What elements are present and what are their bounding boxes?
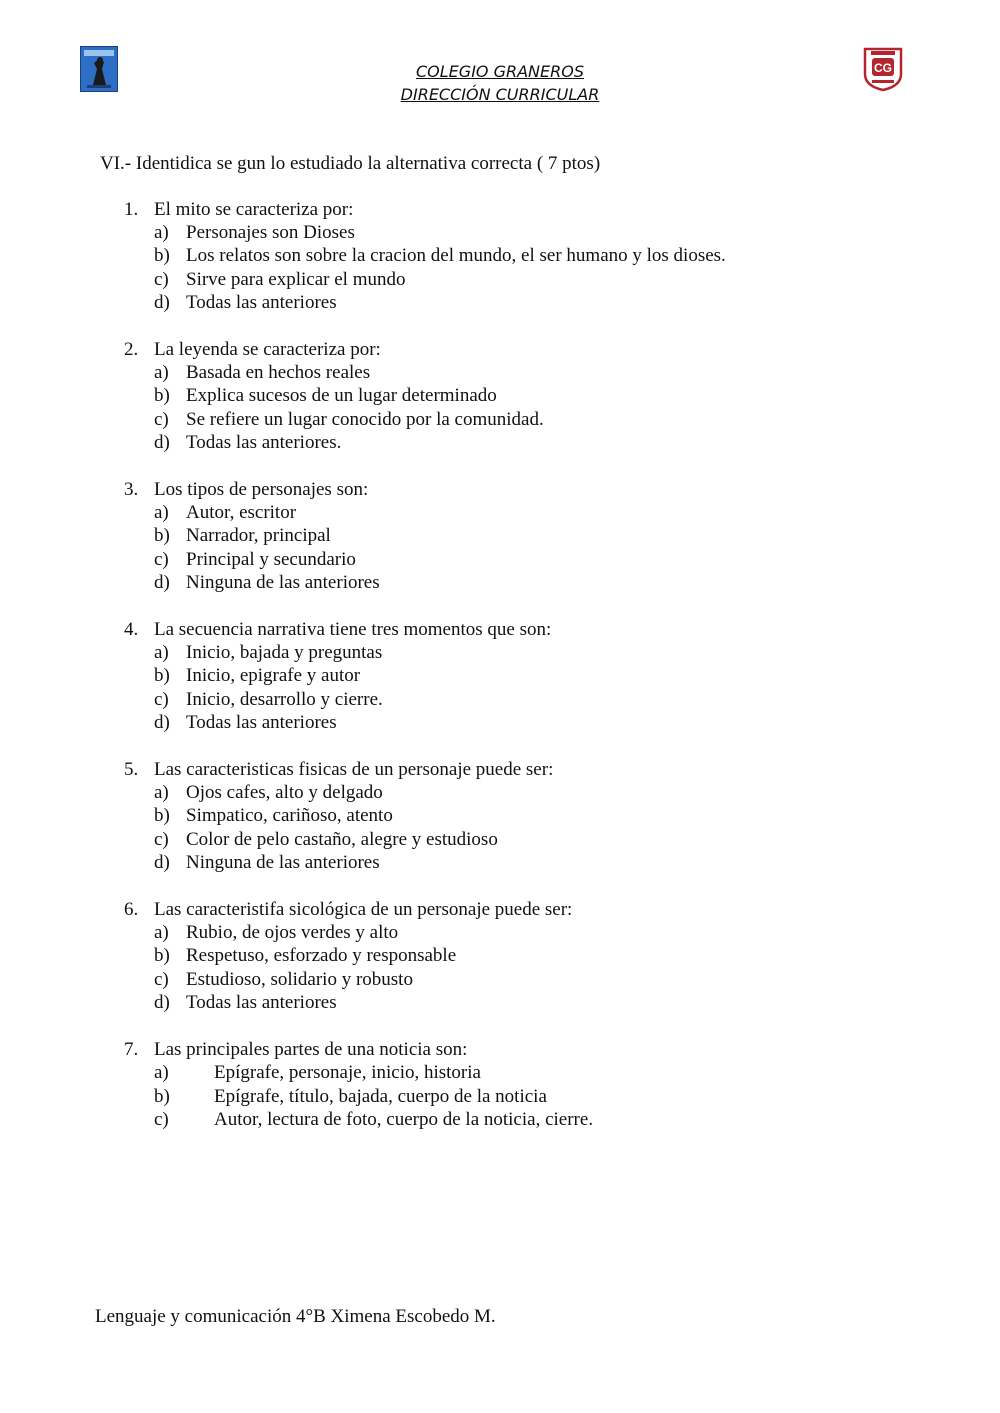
option-text: Todas las anteriores xyxy=(186,711,337,733)
department-name: DIRECCIÓN CURRICULAR xyxy=(400,85,600,104)
option-letter: c) xyxy=(154,828,169,850)
question-number: 6. xyxy=(124,899,139,921)
option-item xyxy=(120,384,920,407)
question-stem xyxy=(120,478,920,501)
option-letter: c) xyxy=(154,968,169,990)
option-text: Respetuso, esforzado y responsable xyxy=(186,945,457,967)
option-item xyxy=(120,921,920,944)
option-item xyxy=(120,991,920,1014)
option-letter: c) xyxy=(154,408,169,430)
option-item xyxy=(120,641,920,664)
question-number: 4. xyxy=(124,619,139,641)
question-text: El mito se caracteriza por: xyxy=(154,199,354,220)
option-letter: b) xyxy=(154,525,170,547)
option-item xyxy=(120,291,920,314)
option-letter: c) xyxy=(154,1108,169,1130)
option-text: Los relatos son sobre la cracion del mundo, el ser humano y los dioses. xyxy=(186,245,726,267)
school-name: COLEGIO GRANEROS xyxy=(416,62,584,81)
option-letter: c) xyxy=(154,268,169,290)
option-text: Inicio, bajada y preguntas xyxy=(186,642,383,664)
option-text: Color de pelo castaño, alegre y estudioso xyxy=(186,828,498,850)
option-text: Inicio, epigrafe y autor xyxy=(186,665,361,687)
option-letter: c) xyxy=(154,688,169,710)
question-5 xyxy=(120,758,920,874)
question-6 xyxy=(120,898,920,1014)
option-letter: a) xyxy=(154,782,169,804)
option-text: Personajes son Dioses xyxy=(186,222,355,244)
question-number: 3. xyxy=(124,479,139,501)
question-stem xyxy=(120,198,920,221)
option-letter: b) xyxy=(154,245,170,267)
option-text: Estudioso, solidario y robusto xyxy=(186,968,413,990)
section-instruction: VI.- Identidica se gun lo estudiado la alternativa correcta ( 7 ptos) xyxy=(100,153,601,174)
option-item xyxy=(120,501,920,524)
option-item xyxy=(120,688,920,711)
option-item xyxy=(120,244,920,267)
option-item xyxy=(120,408,920,431)
option-letter: a) xyxy=(154,642,169,664)
option-letter: d) xyxy=(154,851,170,873)
option-letter: c) xyxy=(154,548,169,570)
option-item xyxy=(120,1108,920,1131)
option-item xyxy=(120,828,920,851)
question-2 xyxy=(120,338,920,454)
question-text: Las principales partes de una noticia son: xyxy=(154,1039,468,1061)
option-item xyxy=(120,1061,920,1084)
option-letter: a) xyxy=(154,922,169,944)
question-number: 2. xyxy=(124,339,139,361)
option-letter: a) xyxy=(154,502,169,524)
option-item xyxy=(120,221,920,244)
option-item xyxy=(120,664,920,687)
option-text: Todas las anteriores xyxy=(186,991,337,1013)
option-text: Todas las anteriores. xyxy=(186,431,342,453)
option-item xyxy=(120,1085,920,1108)
question-number: 1. xyxy=(124,199,139,220)
option-item xyxy=(120,804,920,827)
option-text: Narrador, principal xyxy=(186,525,331,547)
option-text: Explica sucesos de un lugar determinado xyxy=(186,385,497,407)
option-item xyxy=(120,711,920,734)
question-text: La secuencia narrativa tiene tres momentos que son: xyxy=(154,619,552,641)
option-item xyxy=(120,571,920,594)
option-item xyxy=(120,431,920,454)
option-text: Sirve para explicar el mundo xyxy=(186,268,406,290)
option-item xyxy=(120,524,920,547)
option-text: Rubio, de ojos verdes y alto xyxy=(186,922,399,944)
option-text: Ninguna de las anteriores xyxy=(186,851,380,873)
option-text: Basada en hechos reales xyxy=(186,362,371,384)
option-letter: d) xyxy=(154,711,170,733)
option-letter: b) xyxy=(154,665,170,687)
question-text: Las caracteristifa sicológica de un personaje puede ser: xyxy=(154,899,573,921)
option-text: Autor, escritor xyxy=(186,502,297,524)
question-list xyxy=(120,198,920,1155)
question-text: Las caracteristicas fisicas de un personaje puede ser: xyxy=(154,759,554,781)
question-3 xyxy=(120,478,920,594)
option-letter: d) xyxy=(154,991,170,1013)
option-letter: b) xyxy=(154,805,170,827)
school-header xyxy=(0,60,1000,106)
cg-logo-text: CG xyxy=(874,61,892,75)
question-text: La leyenda se caracteriza por: xyxy=(154,339,381,361)
option-text: Principal y secundario xyxy=(186,548,356,570)
question-stem xyxy=(120,1038,920,1061)
question-stem xyxy=(120,338,920,361)
option-text: Ojos cafes, alto y delgado xyxy=(186,782,383,804)
question-stem xyxy=(120,618,920,641)
option-text: Inicio, desarrollo y cierre. xyxy=(186,688,383,710)
question-4 xyxy=(120,618,920,734)
option-text: Se refiere un lugar conocido por la comunidad. xyxy=(186,408,544,430)
option-text: Todas las anteriores xyxy=(186,291,337,313)
option-letter: b) xyxy=(154,945,170,967)
option-item xyxy=(120,781,920,804)
question-1 xyxy=(120,198,920,314)
option-letter: d) xyxy=(154,431,170,453)
option-item xyxy=(120,944,920,967)
option-letter: a) xyxy=(154,1062,169,1084)
option-text: Ninguna de las anteriores xyxy=(186,571,380,593)
option-text: Simpatico, cariñoso, atento xyxy=(186,805,393,827)
option-text: Epígrafe, personaje, inicio, historia xyxy=(214,1062,481,1084)
question-number: 5. xyxy=(124,759,139,781)
page-footer: Lenguaje y comunicación 4°B Ximena Escobedo M. xyxy=(95,1306,496,1327)
option-item xyxy=(120,548,920,571)
option-letter: a) xyxy=(154,222,169,244)
option-text: Autor, lectura de foto, cuerpo de la noticia, cierre. xyxy=(214,1108,594,1130)
option-letter: b) xyxy=(154,1085,170,1107)
option-item xyxy=(120,851,920,874)
option-letter: a) xyxy=(154,362,169,384)
question-7 xyxy=(120,1038,920,1131)
question-text: Los tipos de personajes son: xyxy=(154,479,369,501)
question-stem xyxy=(120,758,920,781)
option-item xyxy=(120,268,920,291)
option-item xyxy=(120,361,920,384)
option-letter: d) xyxy=(154,291,170,313)
option-letter: b) xyxy=(154,385,170,407)
option-text: Epígrafe, título, bajada, cuerpo de la noticia xyxy=(214,1085,547,1107)
question-stem xyxy=(120,898,920,921)
question-number: 7. xyxy=(124,1039,139,1061)
option-letter: d) xyxy=(154,571,170,593)
option-item xyxy=(120,968,920,991)
